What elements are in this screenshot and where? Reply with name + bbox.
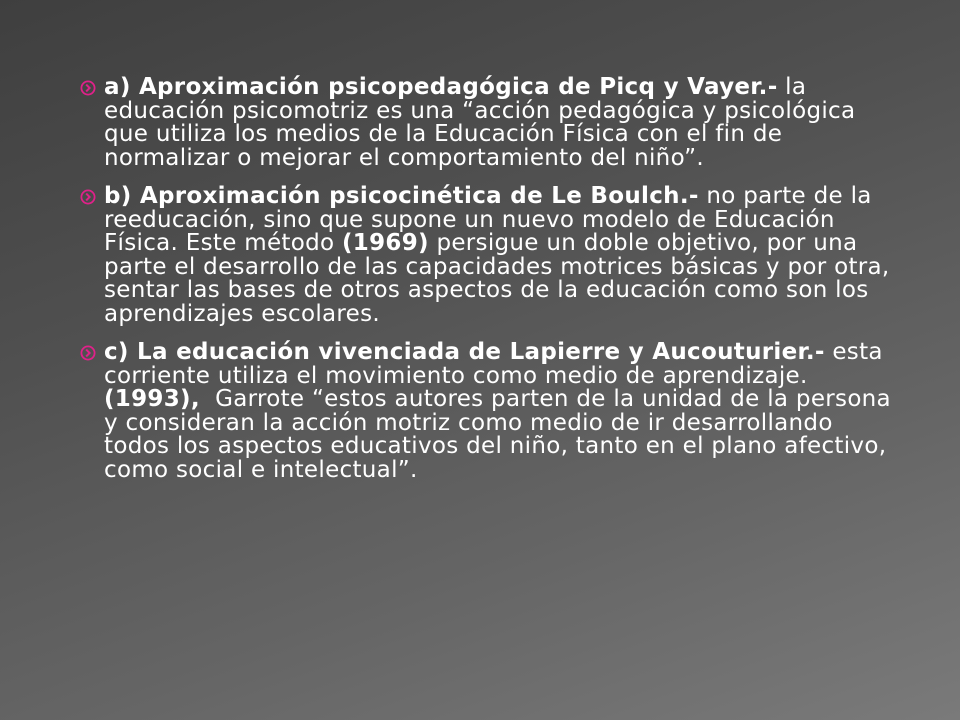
- item-c-text-a: esta corriente utiliza el movimiento como medio de aprendizaje.: [104, 339, 883, 389]
- item-b-text-b: persigue un doble objetivo, por una parte el desarrollo de las capacidades motrices básicas y por otra, sentar las bases de otros aspectos de la educación como son los aprendizajes escolares.: [104, 230, 890, 327]
- bullet-list: [72, 76, 902, 497]
- bullet-item-b: [72, 185, 902, 326]
- item-c-year: (1993),: [104, 386, 200, 412]
- bullet-item-a: [72, 76, 902, 170]
- circled-chevron-right-icon: [80, 80, 96, 96]
- item-a-title: a) Aproximación psicopedagógica de Picq y Vayer.-: [104, 74, 778, 100]
- item-c-text-b: Garrote “estos autores parten de la unidad de la persona y consideran la acción motriz como medio de ir desarrollando todos los aspectos educativos del niño, tanto en el plano afectivo, como social e intelectual”.: [104, 386, 899, 483]
- bullet-item-c: [72, 341, 902, 482]
- item-b-title: b) Aproximación psicocinética de Le Boulch.-: [104, 183, 699, 209]
- item-c-title: c) La educación vivenciada de Lapierre y Aucouturier.-: [104, 339, 825, 365]
- circled-chevron-right-icon: [80, 189, 96, 205]
- item-b-year: (1969): [341, 230, 429, 256]
- circled-chevron-right-icon: [80, 345, 96, 361]
- item-b-text-a: no parte de la reeducación, sino que supone un nuevo modelo de Educación Física. Este método: [104, 183, 872, 256]
- item-a-text: la educación psicomotriz es una “acción pedagógica y psicológica que utiliza los medios de la Educación Física con el fin de normalizar o mejorar el comportamiento del niño”.: [104, 74, 856, 171]
